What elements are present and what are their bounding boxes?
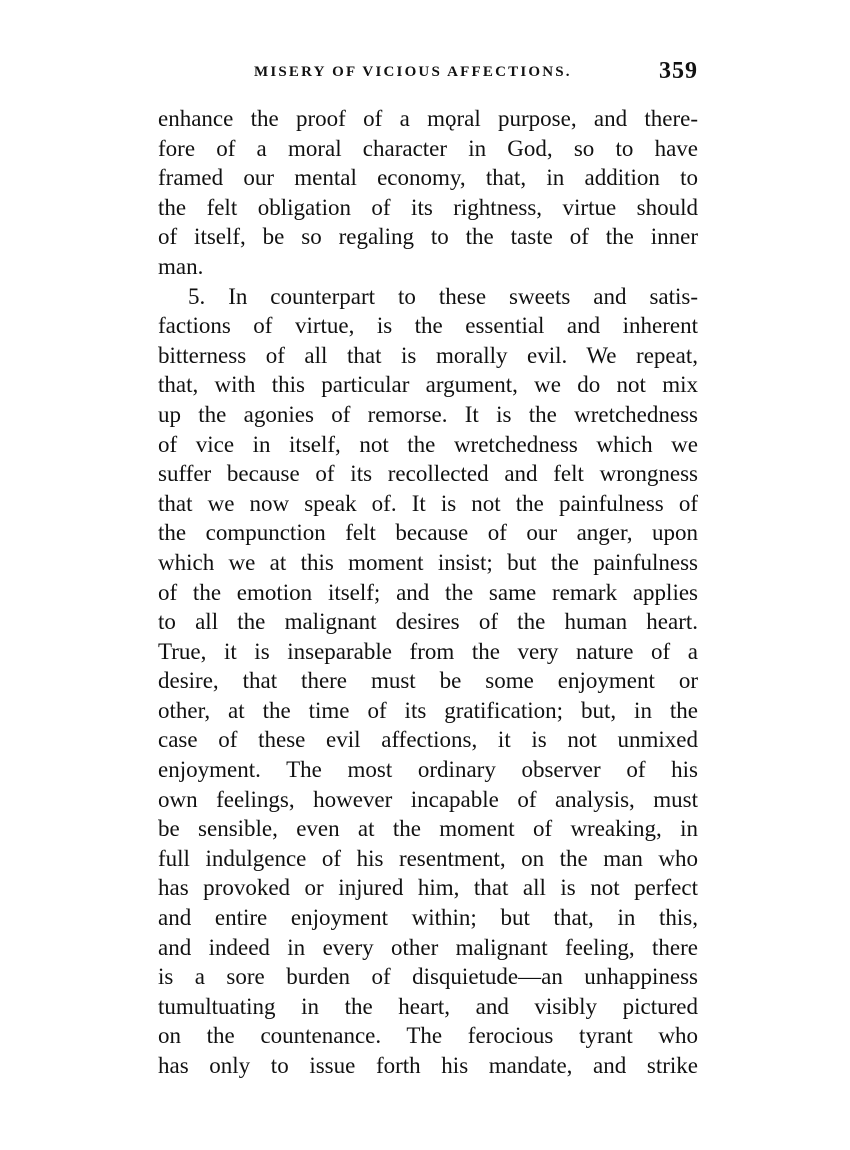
- text-line: enhance the proof of a mǫral purpose, and there-: [158, 106, 698, 131]
- text-line: desire, that there must be some enjoyment or: [158, 668, 698, 694]
- text-line: the compunction felt because of our anger, upon: [158, 520, 698, 546]
- text-line: framed our mental economy, that, in addition to: [158, 165, 698, 191]
- text-line: factions of virtue, is the essential and inherent: [158, 313, 698, 339]
- text-line: of vice in itself, not the wretchedness which we: [158, 431, 698, 457]
- running-title: MISERY OF VICIOUS AFFECTIONS.: [254, 64, 572, 80]
- text-line: the felt obligation of its rightness, virtue should: [158, 194, 698, 220]
- text-line: to all the malignant desires of the human heart.: [158, 609, 698, 635]
- text-line: and indeed in every other malignant feeling, there: [158, 934, 698, 960]
- text-line: that we now speak of. It is not the painfulness of: [158, 490, 698, 516]
- text-line: is a sore burden of disquietude—an unhappiness: [158, 964, 698, 990]
- text-line: up the agonies of remorse. It is the wretchedness: [158, 401, 698, 427]
- text-line: be sensible, even at the moment of wreaking, in: [158, 816, 698, 842]
- text-line: fore of a moral character in God, so to have: [158, 135, 698, 161]
- page-number: 359: [659, 58, 698, 84]
- text-line: of itself, be so regaling to the taste of the inner: [158, 224, 698, 250]
- text-line: man.: [158, 253, 204, 279]
- text-line: True, it is inseparable from the very nature of a: [158, 638, 698, 664]
- text-line: of the emotion itself; and the same remark applies: [158, 579, 698, 605]
- text-line: own feelings, however incapable of analysis, must: [158, 786, 698, 812]
- text-line: suffer because of its recollected and felt wrongness: [158, 461, 698, 487]
- text-line: full indulgence of his resentment, on the man who: [158, 845, 698, 871]
- paragraph-start-line: 5. In counterpart to these sweets and satis-: [188, 283, 698, 309]
- text-line: that, with this particular argument, we do not mix: [158, 372, 698, 398]
- text-line: case of these evil affections, it is not unmixed: [158, 727, 698, 753]
- text-line: enjoyment. The most ordinary observer of his: [158, 757, 698, 783]
- text-line: and entire enjoyment within; but that, in this,: [158, 905, 698, 931]
- running-head: [158, 58, 698, 92]
- text-line: on the countenance. The ferocious tyrant who: [158, 1023, 698, 1049]
- text-line: which we at this moment insist; but the painfulness: [158, 549, 698, 575]
- text-line: has only to issue forth his mandate, and strike: [158, 1053, 698, 1078]
- text-line: bitterness of all that is morally evil. We repeat,: [158, 342, 698, 368]
- text-line: has provoked or injured him, that all is not perfect: [158, 875, 698, 901]
- body-text: [158, 104, 698, 1081]
- text-line: tumultuating in the heart, and visibly pictured: [158, 993, 698, 1019]
- text-line: other, at the time of its gratification; but, in the: [158, 697, 698, 723]
